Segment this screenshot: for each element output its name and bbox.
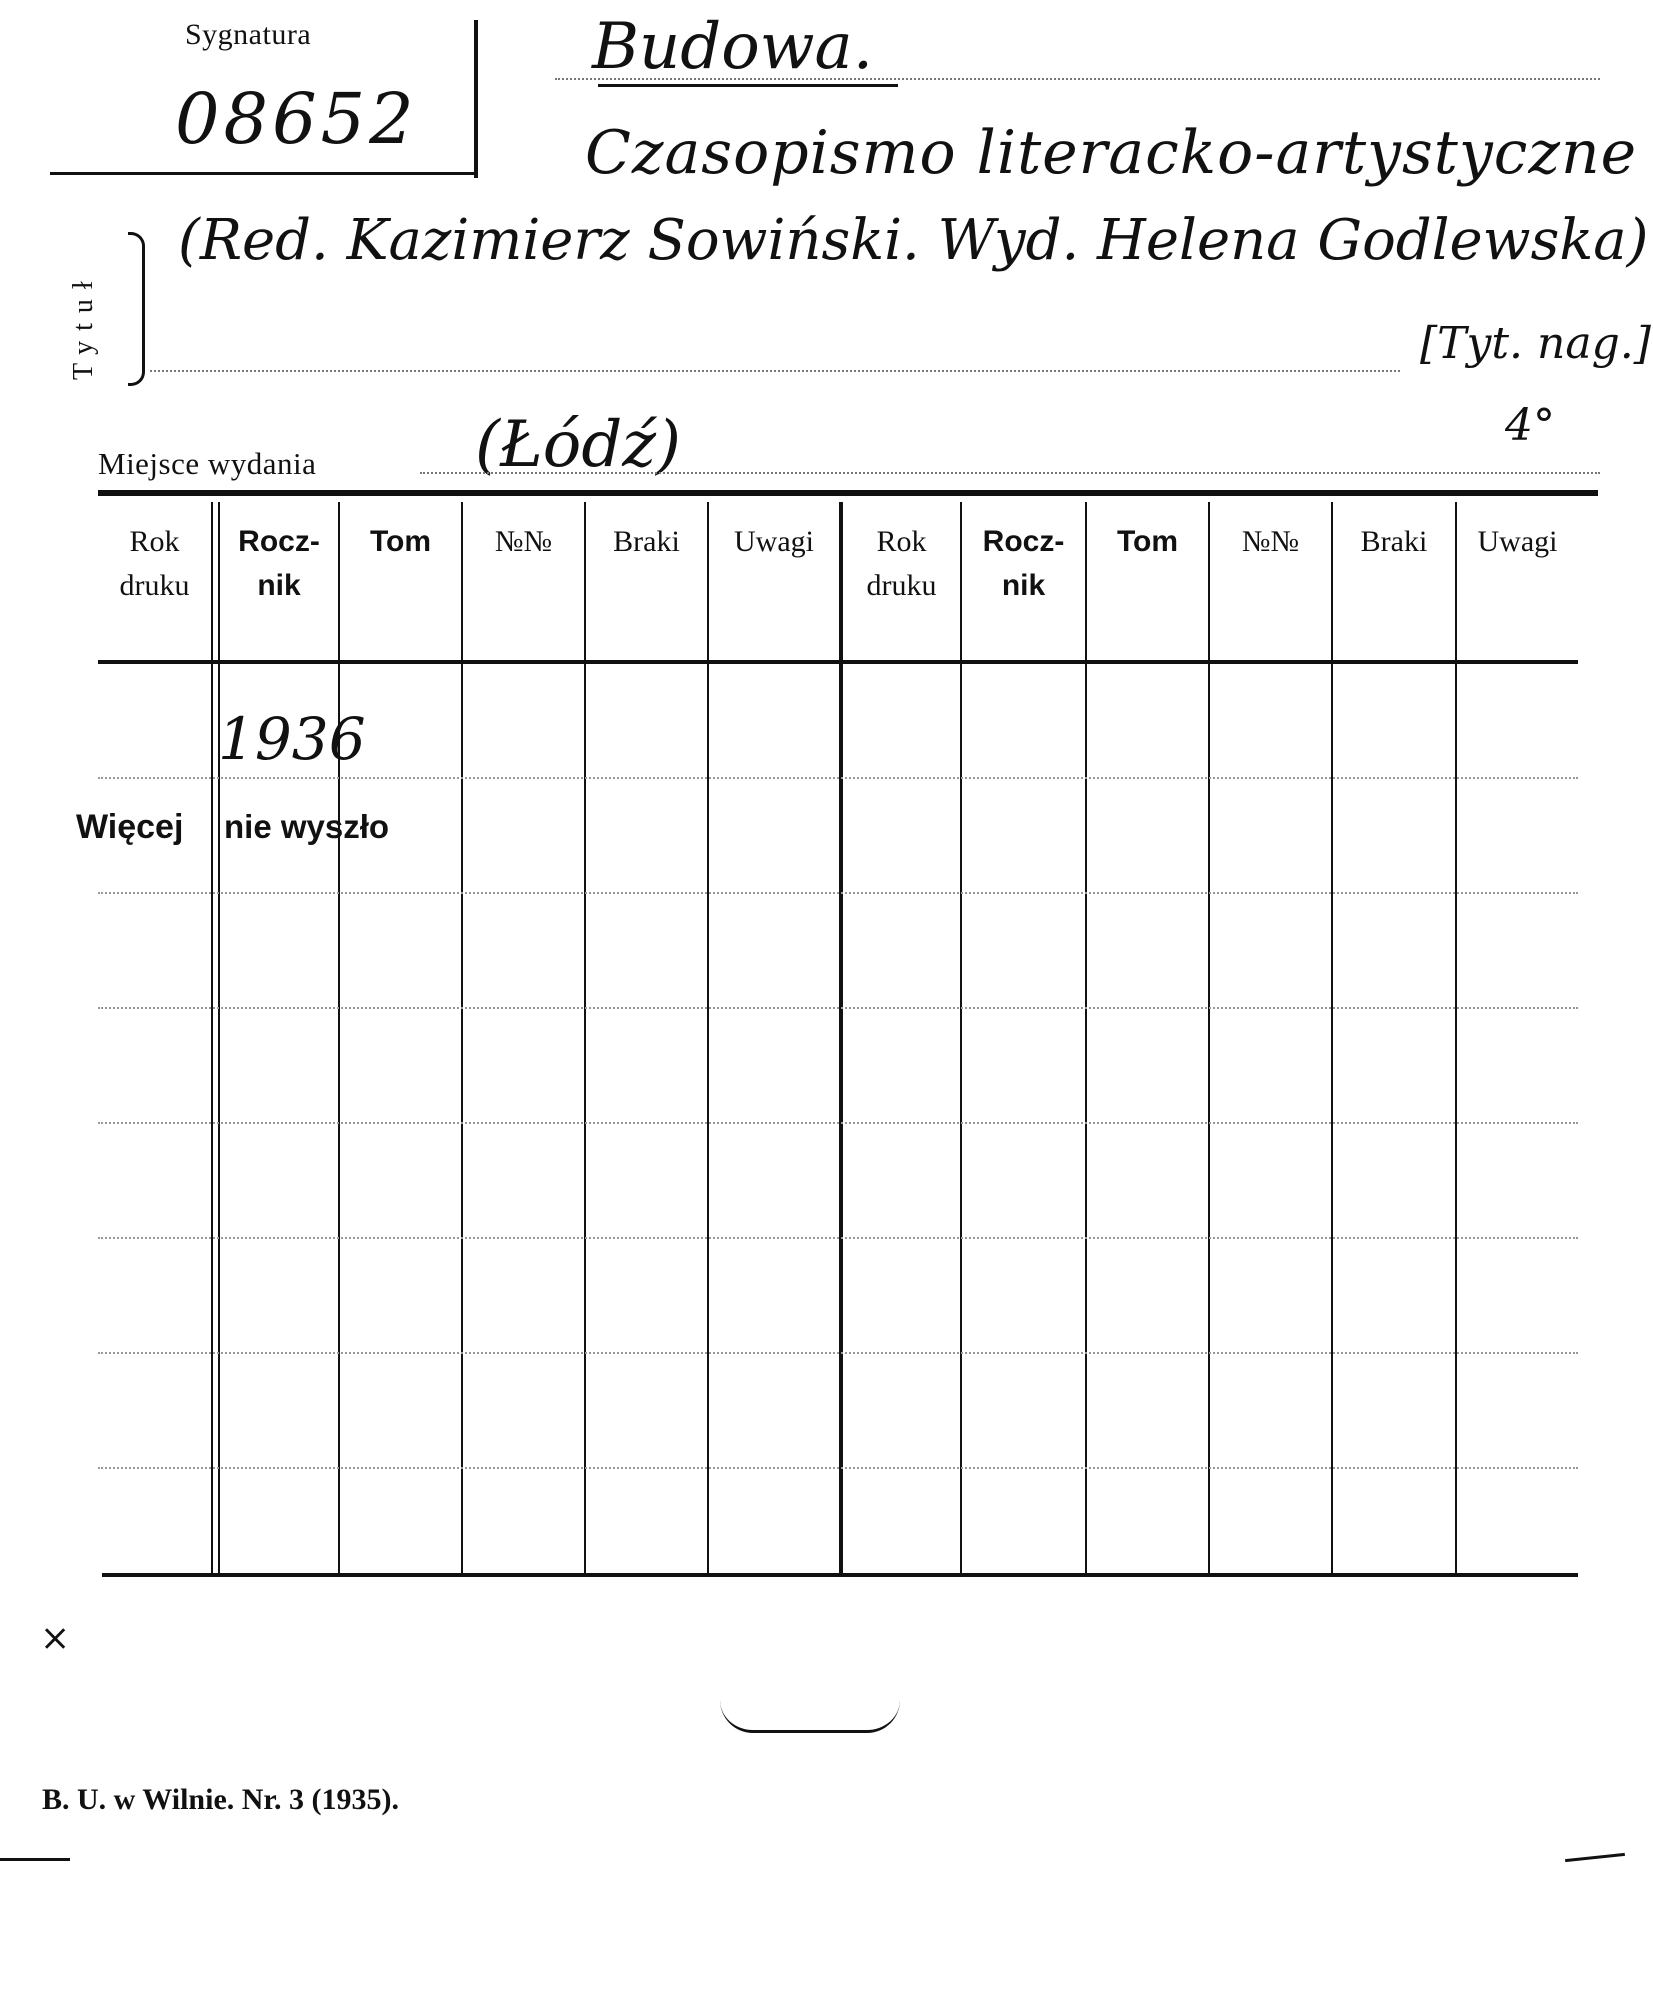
signature-underline — [50, 172, 475, 175]
header-cell-numbers-2 — [1210, 520, 1331, 564]
header-cell-rocznik — [220, 520, 338, 608]
title-line-2: Czasopismo literacko-artystyczne — [585, 118, 1638, 188]
place-label: Miejsce wydania — [98, 446, 317, 481]
header-cell-tom — [340, 520, 461, 564]
row-guide — [98, 892, 1578, 894]
header-line: Braki — [1360, 525, 1428, 558]
edge-mark-left — [0, 1858, 70, 1861]
header-line: druku — [866, 569, 937, 602]
column-divider — [1331, 502, 1333, 1574]
header-line: Rok — [129, 525, 180, 558]
header-line: Rocz- — [982, 525, 1065, 558]
signature-label: Sygnatura — [185, 18, 312, 51]
title-underline — [598, 84, 898, 87]
header-line: №№ — [494, 525, 553, 558]
stamp-text-right: nie wyszło — [224, 808, 390, 845]
column-divider-center — [839, 502, 843, 1574]
row-guide — [98, 1007, 1578, 1009]
header-cell-rocznik-2 — [962, 520, 1085, 608]
row-guide — [98, 777, 1578, 779]
header-cell-rok-druku-2 — [843, 520, 960, 608]
edge-mark-right — [1565, 1853, 1625, 1862]
column-divider — [211, 502, 213, 1574]
header-line: Tom — [369, 525, 432, 558]
header-line: №№ — [1241, 525, 1300, 558]
column-divider — [1455, 502, 1457, 1574]
row-guide — [98, 1237, 1578, 1239]
card-imprint: B. U. w Wilnie. Nr. 3 (1935). — [42, 1783, 399, 1816]
column-divider — [1085, 502, 1087, 1574]
title-line-4: [Tyt. nag.] — [1420, 318, 1651, 369]
column-divider — [338, 502, 340, 1574]
pencil-curve-icon — [720, 1700, 900, 1733]
column-divider — [960, 502, 962, 1574]
header-line: Rocz- — [238, 525, 320, 558]
header-cell-numbers — [463, 520, 584, 564]
title-brace — [128, 232, 145, 386]
header-line: Rok — [876, 525, 927, 558]
column-divider — [1208, 502, 1210, 1574]
title-line-3: (Red. Kazimierz Sowiński. Wyd. Helena Godlewska) — [178, 208, 1649, 273]
header-cell-tom-2 — [1087, 520, 1208, 564]
header-line: Uwagi — [1477, 525, 1558, 558]
rocznik-entry: 1936 — [218, 705, 366, 773]
row-guide — [98, 1352, 1578, 1354]
header-line: nik — [1001, 569, 1046, 602]
signature-divider — [474, 20, 478, 178]
header-top-rule — [98, 490, 1598, 496]
header-cell-uwagi-2 — [1457, 520, 1578, 564]
header-line: Uwagi — [734, 525, 814, 558]
row-guide — [98, 1122, 1578, 1124]
header-line: druku — [119, 569, 190, 602]
holdings-table — [98, 502, 1578, 1577]
column-divider — [584, 502, 586, 1574]
signature-value: 08652 — [175, 78, 418, 160]
stamp-text-left: Więcej — [76, 808, 184, 846]
place-dotted-line — [420, 472, 1600, 474]
header-cell-rok-druku — [98, 520, 211, 608]
column-divider — [218, 502, 220, 1574]
pencil-mark-icon: × — [40, 1618, 71, 1659]
title-line-1: Budowa. — [592, 10, 874, 84]
column-divider — [707, 502, 709, 1574]
place-value: (Łódź) — [475, 408, 681, 482]
header-line: Braki — [613, 525, 680, 558]
header-cell-uwagi — [709, 520, 839, 564]
header-cell-braki — [586, 520, 707, 564]
header-cell-braki-2 — [1333, 520, 1455, 564]
title-label: Tytuł — [68, 271, 99, 380]
format-value: 4° — [1505, 400, 1555, 451]
header-line: nik — [257, 569, 301, 602]
title-dotted-line-2 — [150, 370, 1400, 372]
column-divider — [461, 502, 463, 1574]
table-header-rule — [98, 660, 1578, 664]
header-line: Tom — [1116, 525, 1179, 558]
row-guide — [98, 1467, 1578, 1469]
